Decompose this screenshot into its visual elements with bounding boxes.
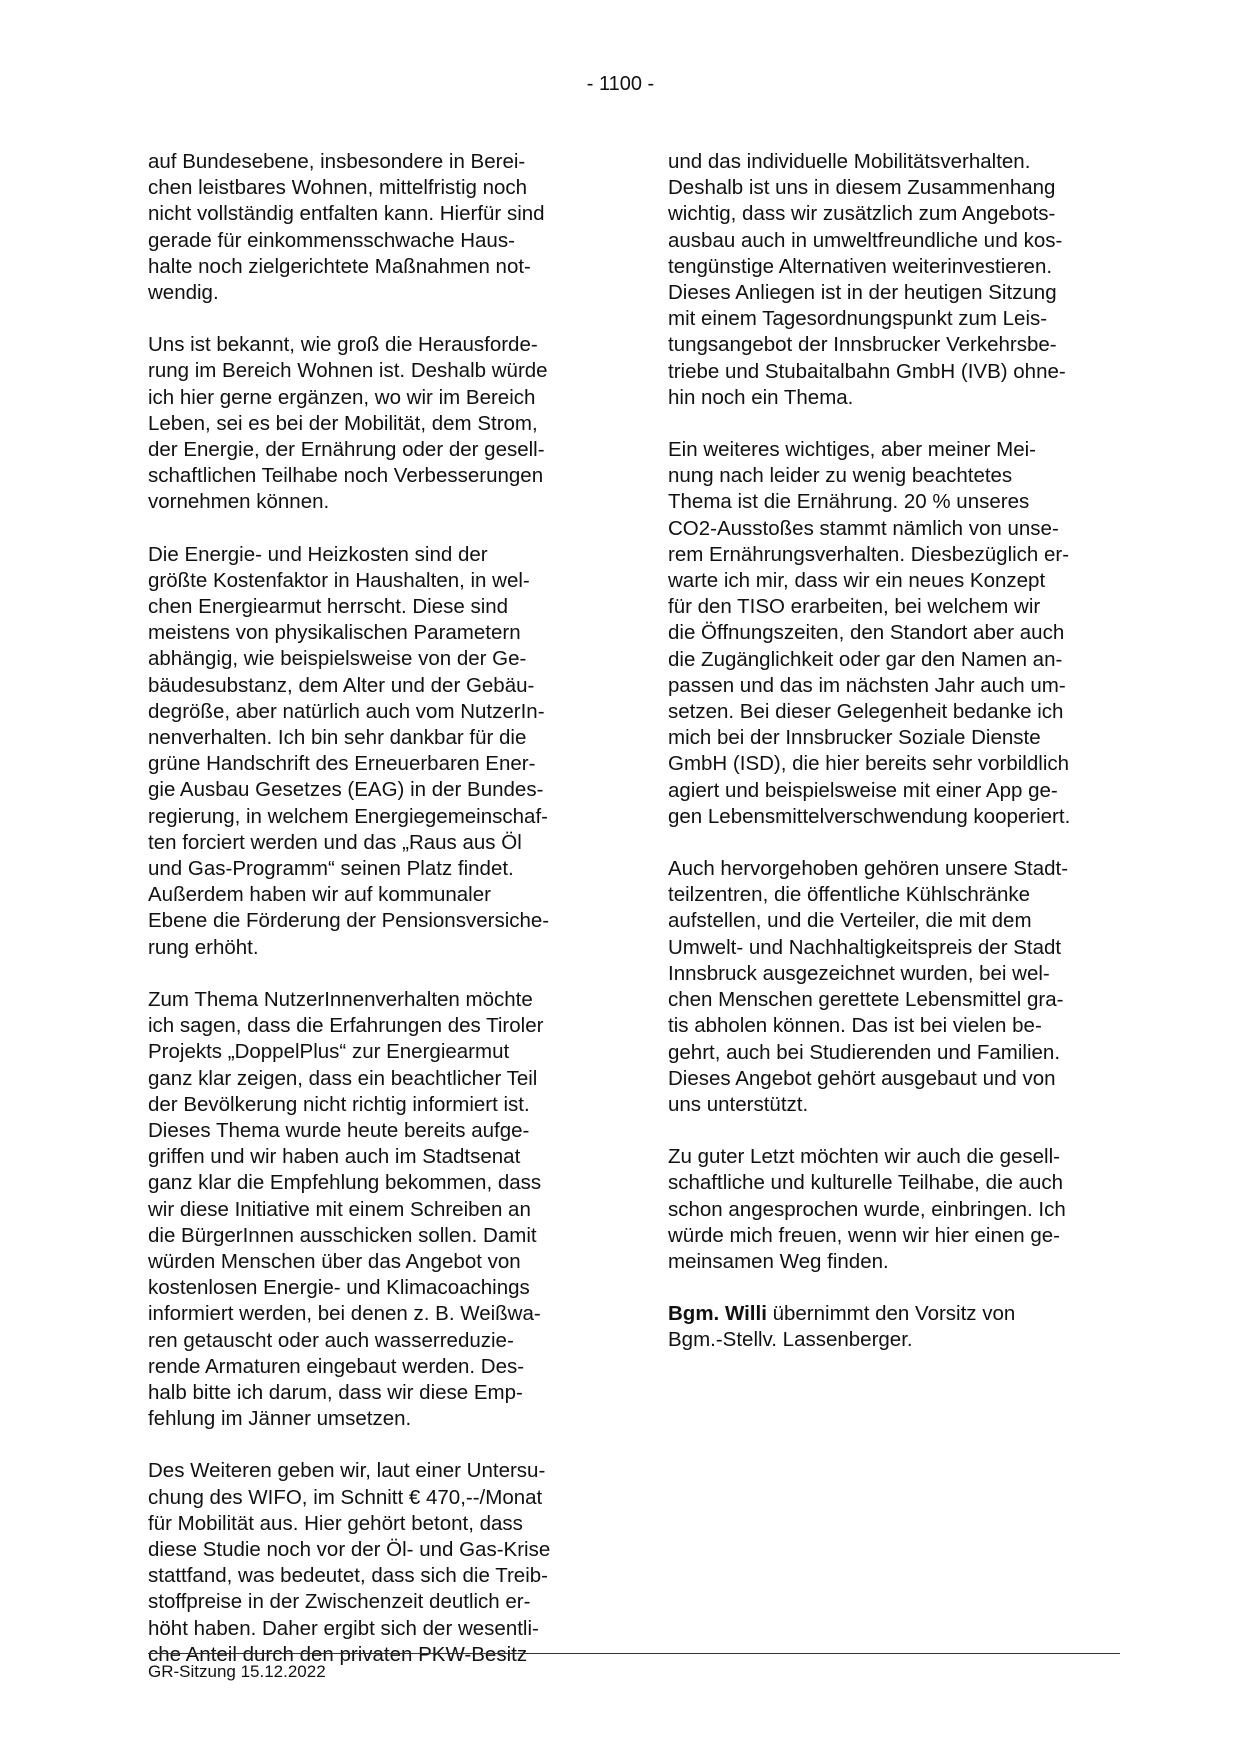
text-line: hin noch ein Thema. xyxy=(668,385,854,409)
paragraph xyxy=(148,332,598,515)
text-line: Ein weiteres wichtiges, aber meiner Mei- xyxy=(668,438,1036,462)
text-line: diese Studie noch vor der Öl- und Gas-Krise xyxy=(148,1537,551,1561)
text-line: Außerdem haben wir auf kommunaler xyxy=(148,883,491,907)
text-line: triebe und Stubaitalbahn GmbH (IVB) ohne- xyxy=(668,359,1066,383)
text-line: ich sagen, dass die Erfahrungen des Tiroler xyxy=(148,1014,544,1038)
speaker-note-line: Bgm.-Stellv. Lassenberger. xyxy=(668,1328,913,1352)
text-line: würden Menschen über das Angebot von xyxy=(148,1249,521,1273)
text-line: größte Kostenfaktor in Haushalten, in wel- xyxy=(148,568,530,592)
text-line: gie Ausbau Gesetzes (EAG) in der Bundes- xyxy=(148,778,544,802)
text-line: und das individuelle Mobilitätsverhalten. xyxy=(668,150,1031,173)
text-line: Innsbruck ausgezeichnet wurden, bei wel- xyxy=(668,961,1050,985)
right-column xyxy=(668,149,1118,1380)
text-line: rende Armaturen eingebaut werden. Des- xyxy=(148,1354,525,1378)
text-line: Dieses Angebot gehört ausgebaut und von xyxy=(668,1066,1056,1090)
page-number: - 1100 - xyxy=(586,73,655,95)
text-line: halte noch zielgerichtete Maßnahmen not- xyxy=(148,254,531,278)
text-line: chen Menschen gerettete Lebensmittel gra- xyxy=(668,988,1064,1012)
text-line: fehlung im Jänner umsetzen. xyxy=(148,1407,412,1431)
text-line: vornehmen können. xyxy=(148,490,330,514)
text-line: Des Weiteren geben wir, laut einer Untersu- xyxy=(148,1459,546,1483)
text-line: GmbH (ISD), die hier bereits sehr vorbildlich xyxy=(668,752,1070,776)
text-line: agiert und beispielsweise mit einer App ge- xyxy=(668,778,1058,802)
text-line: wir diese Initiative mit einem Schreiben an xyxy=(148,1197,531,1221)
text-line: degröße, aber natürlich auch vom NutzerIn- xyxy=(148,699,545,723)
text-line: höht haben. Daher ergibt sich der wesentli- xyxy=(148,1616,539,1640)
text-line: meinsamen Weg finden. xyxy=(668,1249,889,1273)
text-line: meistens von physikalischen Parametern xyxy=(148,621,521,645)
text-line: wichtig, dass wir zusätzlich zum Angebots- xyxy=(668,202,1056,226)
text-line: chen leistbares Wohnen, mittelfristig noch xyxy=(148,176,528,200)
text-line: rung im Bereich Wohnen ist. Deshalb würde xyxy=(148,359,548,383)
text-line: passen und das im nächsten Jahr auch um- xyxy=(668,673,1066,697)
text-line: ausbau auch in umweltfreundliche und kos- xyxy=(668,228,1063,252)
text-line: setzen. Bei dieser Gelegenheit bedanke ich xyxy=(668,700,1064,724)
text-line: Umwelt- und Nachhaltigkeitspreis der Stadt xyxy=(668,935,1062,959)
text-line: der Bevölkerung nicht richtig informiert ist. xyxy=(148,1092,530,1116)
text-line: griffen und wir haben auch im Stadtsenat xyxy=(148,1145,521,1169)
left-column xyxy=(148,149,598,1694)
text-line: schaftlichen Teilhabe noch Verbesserungen xyxy=(148,464,544,488)
text-line: bäudesubstanz, dem Alter und der Gebäu- xyxy=(148,673,535,697)
text-line: würde mich freuen, wenn wir hier einen ge- xyxy=(668,1223,1060,1247)
text-line: Projekts „DoppelPlus“ zur Energiearmut xyxy=(148,1040,510,1064)
paragraph xyxy=(148,987,598,1432)
paragraph xyxy=(668,856,1118,1118)
text-line: warte ich mir, dass wir ein neues Konzept xyxy=(668,569,1046,593)
text-line: chung des WIFO, im Schnitt € 470,--/Monat xyxy=(148,1485,543,1509)
text-line: auf Bundesebene, insbesondere in Berei- xyxy=(148,150,526,173)
text-line: ganz klar zeigen, dass ein beachtlicher Teil xyxy=(148,1066,538,1090)
paragraph xyxy=(668,149,1118,411)
paragraph xyxy=(668,1144,1118,1275)
text-line: rung erhöht. xyxy=(148,935,259,959)
text-line: gen Lebensmittelverschwendung kooperiert. xyxy=(668,804,1071,828)
paragraph xyxy=(148,1458,598,1668)
text-line: Uns ist bekannt, wie groß die Herausforde- xyxy=(148,333,538,357)
text-line: Dieses Anliegen ist in der heutigen Sitzung xyxy=(668,281,1057,305)
speaker-note xyxy=(668,1301,1118,1353)
text-line: halb bitte ich darum, dass wir diese Emp- xyxy=(148,1380,523,1404)
text-line: mit einem Tagesordnungspunkt zum Leis- xyxy=(668,307,1048,331)
speaker-name: Bgm. Willi xyxy=(668,1302,767,1326)
text-line: Leben, sei es bei der Mobilität, dem Strom, xyxy=(148,411,538,435)
text-line: ganz klar die Empfehlung bekommen, dass xyxy=(148,1171,542,1195)
text-line: Dieses Thema wurde heute bereits aufge- xyxy=(148,1118,530,1142)
text-line: ten forciert werden und das „Raus aus Öl xyxy=(148,830,522,854)
text-line: Ebene die Förderung der Pensionsversiche- xyxy=(148,909,550,933)
text-line: Auch hervorgehoben gehören unsere Stadt- xyxy=(668,857,1069,881)
text-line: die Zugänglichkeit oder gar den Namen an- xyxy=(668,647,1063,671)
paragraph xyxy=(148,542,598,961)
text-line: kostenlosen Energie- und Klimacoachings xyxy=(148,1276,530,1300)
text-line: ich hier gerne ergänzen, wo wir im Bereich xyxy=(148,385,536,409)
text-line: Zu guter Letzt möchten wir auch die gesell- xyxy=(668,1145,1060,1169)
text-line: für Mobilität aus. Hier gehört betont, dass xyxy=(148,1511,523,1535)
footer-text: GR-Sitzung 15.12.2022 xyxy=(148,1662,326,1681)
paragraph xyxy=(148,149,598,306)
text-line: uns unterstützt. xyxy=(668,1092,809,1116)
text-line: chen Energiearmut herrscht. Diese sind xyxy=(148,595,509,619)
text-line: informiert werden, bei denen z. B. Weißwa- xyxy=(148,1302,541,1326)
text-line: schon angesprochen wurde, einbringen. Ich xyxy=(668,1197,1066,1221)
text-line: der Energie, der Ernährung oder der gesell- xyxy=(148,438,545,462)
text-line: nung nach leider zu wenig beachtetes xyxy=(668,464,1013,488)
text-line: teilzentren, die öffentliche Kühlschränke xyxy=(668,883,1031,907)
text-line: gerade für einkommensschwache Haus- xyxy=(148,228,515,252)
text-line: rem Ernährungsverhalten. Diesbezüglich er- xyxy=(668,542,1070,566)
text-line: CO2-Ausstoßes stammt nämlich von unse- xyxy=(668,516,1059,540)
text-line: tis abholen können. Das ist bei vielen be- xyxy=(668,1014,1042,1038)
text-line: für den TISO erarbeiten, bei welchem wir xyxy=(668,595,1041,619)
text-line: und Gas-Programm“ seinen Platz findet. xyxy=(148,857,514,881)
text-line: die Öffnungszeiten, den Standort aber auch xyxy=(668,621,1065,645)
speaker-note-text: übernimmt den Vorsitz von xyxy=(766,1302,1016,1326)
footer-divider xyxy=(148,1653,1120,1654)
text-line: Thema ist die Ernährung. 20 % unseres xyxy=(668,490,1030,514)
text-line: grüne Handschrift des Erneuerbaren Ener- xyxy=(148,752,536,776)
paragraph xyxy=(668,437,1118,830)
text-line: die BürgerInnen ausschicken sollen. Damit xyxy=(148,1223,537,1247)
text-line: wendig. xyxy=(148,281,219,305)
text-line: Zum Thema NutzerInnenverhalten möchte xyxy=(148,987,533,1011)
text-line: tungsangebot der Innsbrucker Verkehrsbe- xyxy=(668,333,1057,357)
text-line: tengünstige Alternativen weiterinvestieren. xyxy=(668,254,1053,278)
text-line: stoffpreise in der Zwischenzeit deutlich er- xyxy=(148,1590,531,1614)
text-line: regierung, in welchem Energiegemeinschaf- xyxy=(148,804,548,828)
text-line: stattfand, was bedeutet, dass sich die Treib- xyxy=(148,1564,548,1588)
text-line: Deshalb ist uns in diesem Zusammenhang xyxy=(668,176,1056,200)
text-line: mich bei der Innsbrucker Soziale Dienste xyxy=(668,726,1041,750)
text-line: nicht vollständig entfalten kann. Hierfür sind xyxy=(148,202,545,226)
text-line: gehrt, auch bei Studierenden und Familien. xyxy=(668,1040,1061,1064)
text-line: schaftliche und kulturelle Teilhabe, die auch xyxy=(668,1171,1064,1195)
text-line: Die Energie- und Heizkosten sind der xyxy=(148,542,488,566)
text-line: abhängig, wie beispielsweise von der Ge- xyxy=(148,647,527,671)
text-line: nenverhalten. Ich bin sehr dankbar für die xyxy=(148,726,527,750)
text-line: che Anteil durch den privaten PKW-Besitz xyxy=(148,1642,528,1666)
text-line: ren getauscht oder auch wasserreduzie- xyxy=(148,1328,514,1352)
text-line: aufstellen, und die Verteiler, die mit dem xyxy=(668,909,1032,933)
